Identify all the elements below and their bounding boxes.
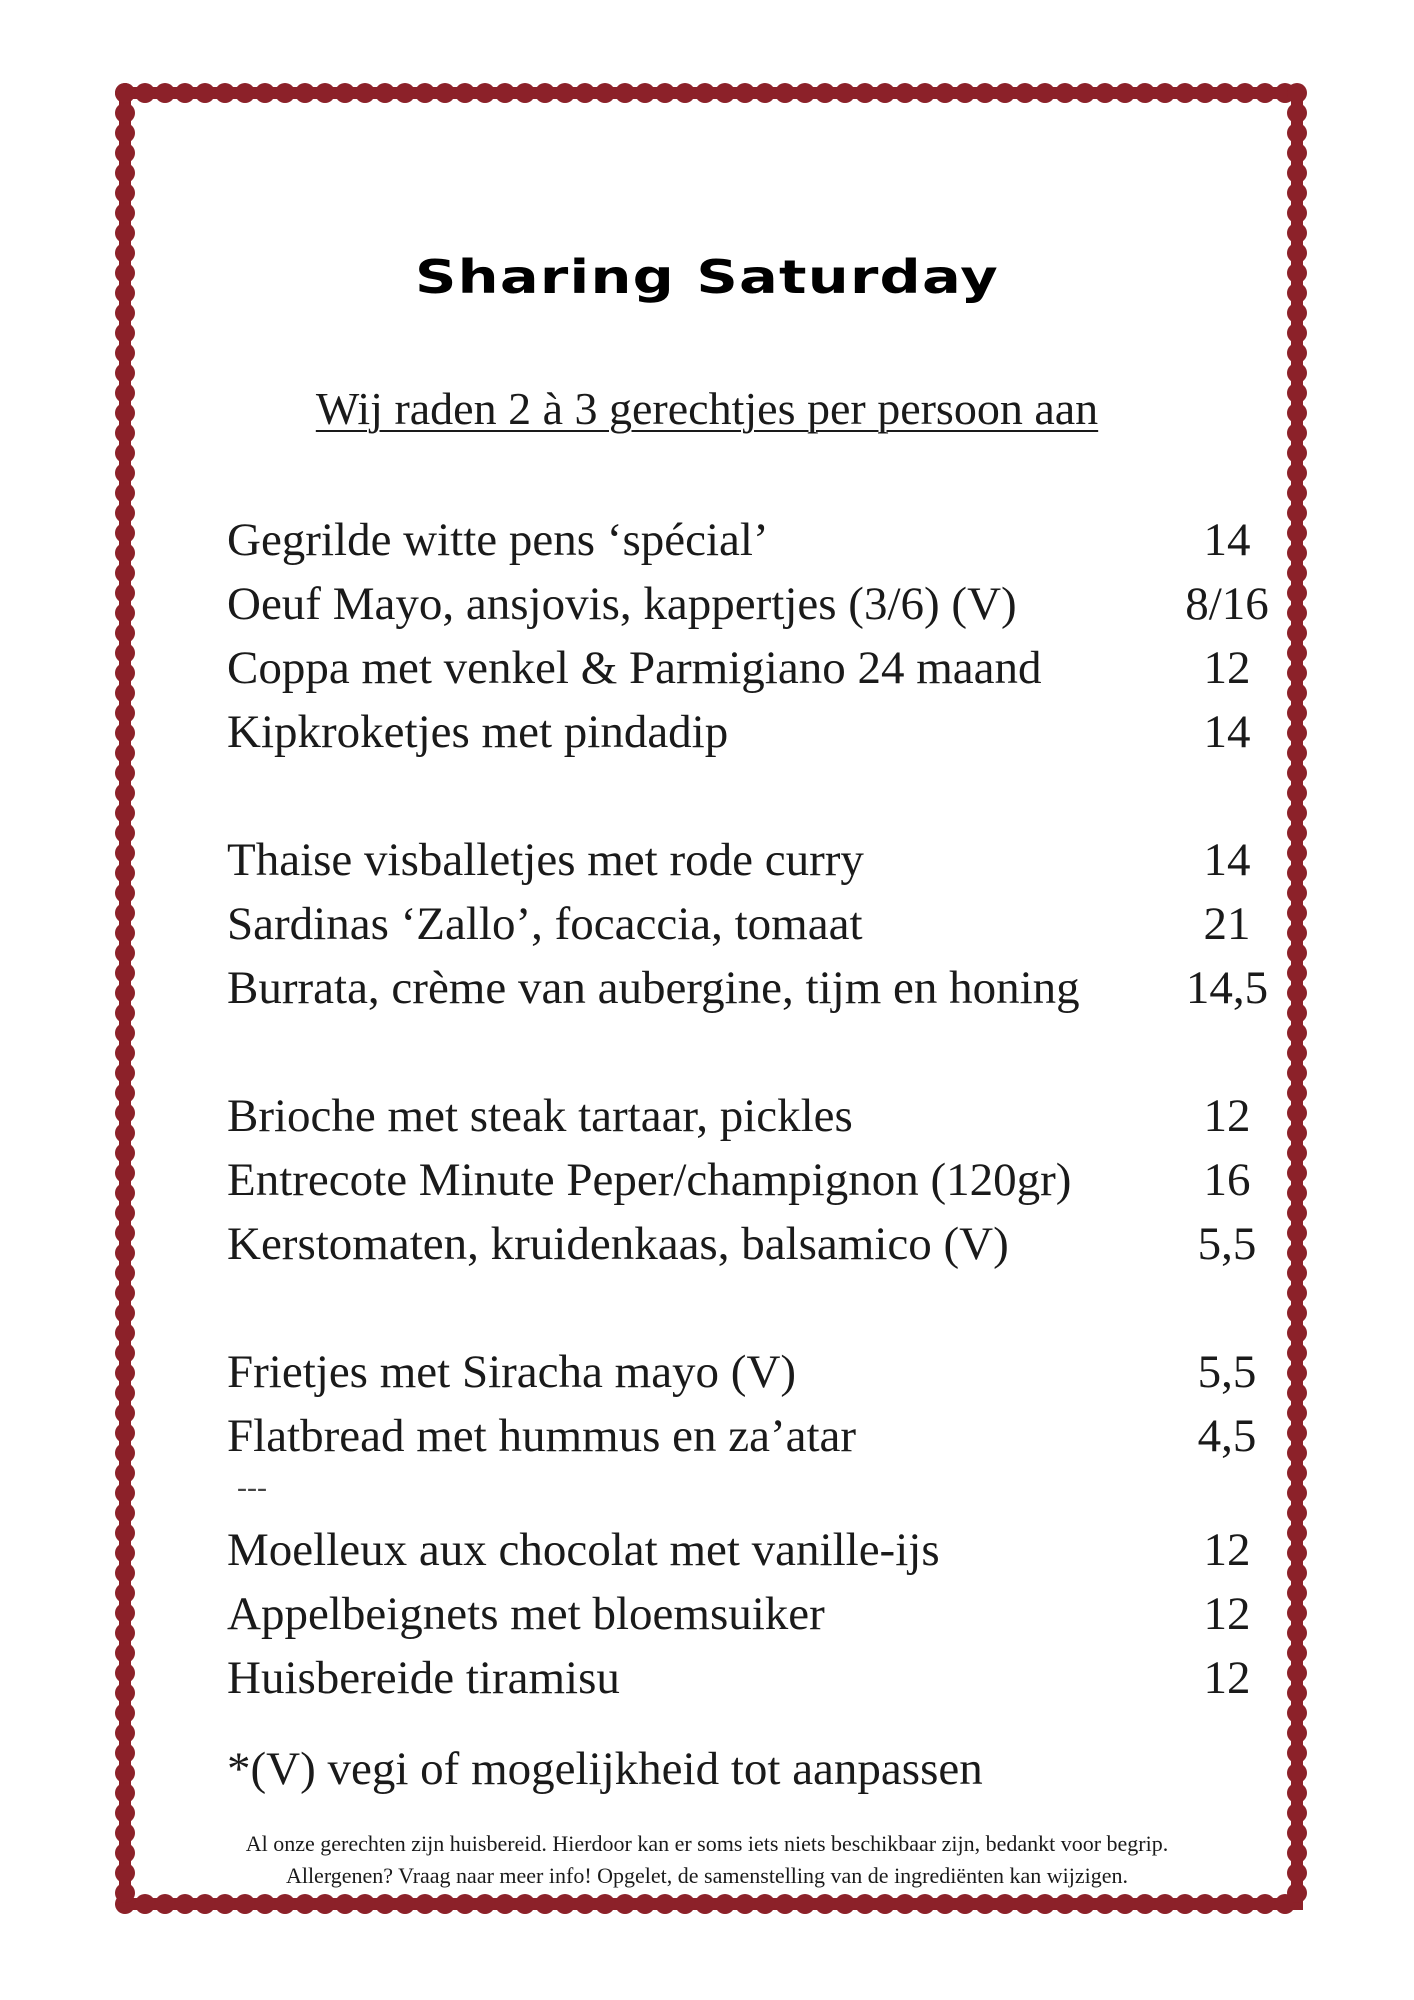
menu-item	[227, 892, 1277, 956]
menu-group-1	[227, 508, 1277, 764]
item-price: 14	[1203, 706, 1251, 758]
item-name: Gegrilde witte pens ‘spécial’	[227, 514, 769, 566]
item-price: 12	[1203, 1652, 1251, 1704]
group-gap	[227, 1276, 1277, 1340]
item-name: Kipkroketjes met pindadip	[227, 706, 729, 758]
item-price: 8/16	[1185, 578, 1269, 630]
group-gap	[227, 764, 1277, 828]
menu-item	[227, 572, 1277, 636]
vegetarian-note: *(V) vegi of mogelijkheid tot aanpassen	[227, 1743, 983, 1795]
item-price: 4,5	[1197, 1410, 1257, 1462]
item-name: Moelleux aux chocolat met vanille-ijs	[227, 1524, 940, 1576]
footer-line-2: Allergenen? Vraag naar meer info! Opgelet, de samenstelling van de ingrediënten kan wijzigen.	[285, 1863, 1129, 1888]
menu-item	[227, 636, 1277, 700]
menu-group-2	[227, 828, 1277, 1020]
menu-item	[227, 508, 1277, 572]
item-price: 5,5	[1197, 1218, 1257, 1270]
menu-item	[227, 1148, 1277, 1212]
menu-item	[227, 1404, 1277, 1468]
item-name: Flatbread met hummus en za’atar	[227, 1410, 857, 1462]
dessert-separator: ---	[237, 1471, 267, 1504]
menu-item	[227, 1582, 1277, 1646]
menu-group-4	[227, 1340, 1277, 1468]
item-name: Appelbeignets met bloemsuiker	[227, 1588, 825, 1640]
item-name: Thaise visballetjes met rode curry	[227, 834, 864, 886]
menu-group-3	[227, 1084, 1277, 1276]
menu-item	[227, 1518, 1277, 1582]
item-price: 12	[1203, 1524, 1251, 1576]
menu-subtitle: Wij raden 2 à 3 gerechtjes per persoon aan	[315, 383, 1099, 434]
menu-item	[227, 1084, 1277, 1148]
item-price: 5,5	[1197, 1346, 1257, 1398]
menu-item	[227, 1646, 1277, 1710]
footer-disclaimer	[130, 1828, 1284, 1892]
item-price: 16	[1203, 1154, 1251, 1206]
item-price: 14	[1203, 514, 1251, 566]
item-name: Entrecote Minute Peper/champignon (120gr)	[227, 1154, 1072, 1206]
footer-line-1: Al onze gerechten zijn huisbereid. Hierdoor kan er soms iets niets beschikbaar zijn, bedankt voor begrip.	[245, 1831, 1169, 1856]
menu-item	[227, 1212, 1277, 1276]
menu-list	[227, 508, 1277, 1710]
menu-item	[227, 956, 1277, 1020]
item-price: 21	[1203, 898, 1251, 950]
item-name: Coppa met venkel & Parmigiano 24 maand	[227, 642, 1042, 694]
item-name: Huisbereide tiramisu	[227, 1652, 620, 1704]
menu-item	[227, 828, 1277, 892]
item-name: Sardinas ‘Zallo’, focaccia, tomaat	[227, 898, 863, 950]
item-price: 14	[1203, 834, 1251, 886]
menu-title: Sharing Saturday	[414, 250, 999, 304]
item-price: 12	[1203, 1090, 1251, 1142]
item-name: Brioche met steak tartaar, pickles	[227, 1090, 853, 1142]
dessert-group	[227, 1518, 1277, 1710]
item-name: Kerstomaten, kruidenkaas, balsamico (V)	[227, 1218, 1009, 1270]
group-gap	[227, 1020, 1277, 1084]
item-name: Burrata, crème van aubergine, tijm en honing	[227, 962, 1080, 1014]
item-name: Frietjes met Siracha mayo (V)	[227, 1346, 797, 1398]
item-price: 12	[1203, 1588, 1251, 1640]
menu-item	[227, 1340, 1277, 1404]
item-price: 14,5	[1185, 962, 1269, 1014]
item-price: 12	[1203, 642, 1251, 694]
item-name: Oeuf Mayo, ansjovis, kappertjes (3/6) (V)	[227, 578, 1017, 630]
menu-item	[227, 700, 1277, 764]
